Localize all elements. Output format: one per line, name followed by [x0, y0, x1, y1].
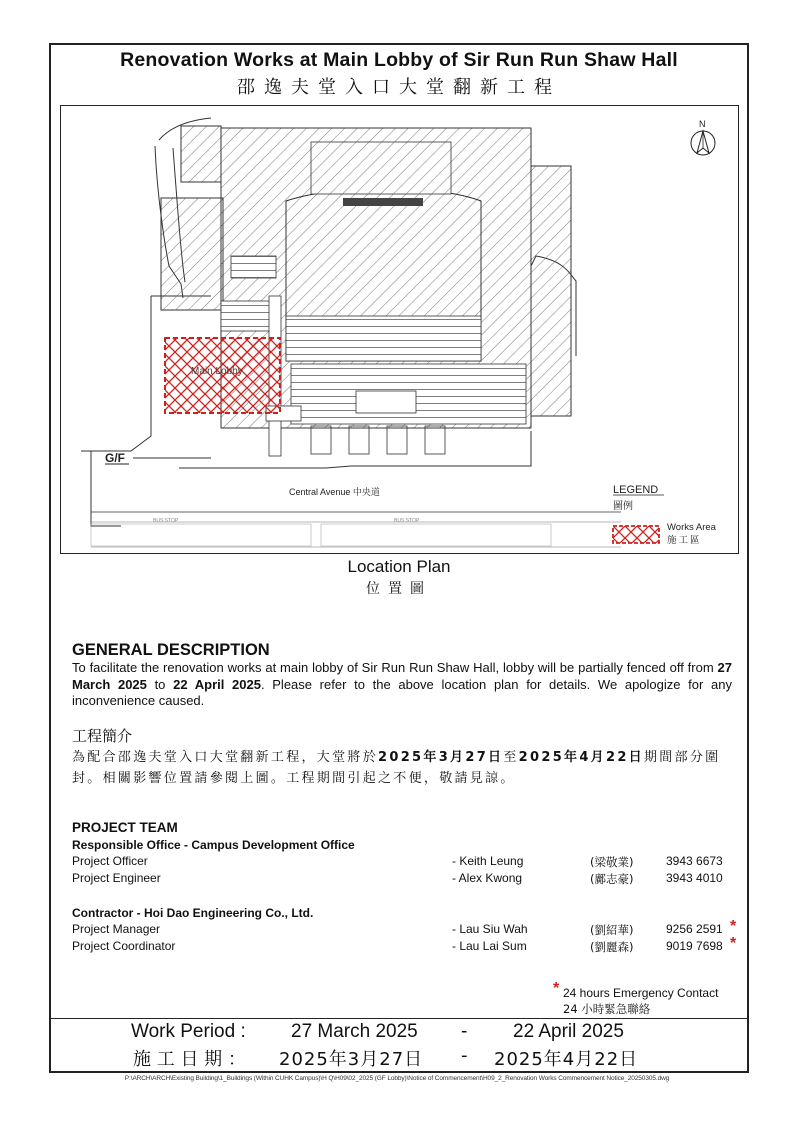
work-period-to: 22 April 2025 — [513, 1021, 624, 1042]
work-period-from-zh: 2025年3月27日 — [279, 1049, 424, 1070]
member-tel: 3943 4010 — [666, 871, 723, 885]
bus-stop-left: BUS STOP — [153, 518, 179, 524]
member-tel: 9256 2591 — [666, 922, 723, 936]
gd-text-2: to — [146, 676, 174, 692]
general-description-body-zh — [72, 747, 732, 789]
member-role: Project Engineer — [72, 871, 161, 885]
member-name-zh: (梁敬業) — [590, 855, 634, 869]
gd-text-1: To facilitate the renovation works at main lobby of Sir Run Run Shaw Hall, lobby will be partially fenced off from — [72, 660, 718, 675]
main-lobby-label: Main Lobby — [191, 366, 243, 377]
legend-swatch — [613, 526, 659, 543]
member-tel: 3943 6673 — [666, 854, 723, 868]
office-heading: Responsible Office - Campus Development Office — [72, 838, 355, 852]
work-period-from: 27 March 2025 — [291, 1021, 418, 1042]
file-path: P:\ARCH\ARCH\Existing Building\1_Buildings (Within CUHK Campus)\H Q\H09\02_2025 (GF Lobby)\Notice of Commencement\H09_2_Renovation Works Commencement Notice_20250305.dwg — [124, 1075, 670, 1082]
zh-date-to: 2025年4月22日 — [518, 750, 644, 765]
member-name: - Lau Siu Wah — [452, 922, 528, 936]
legend-item-en: Works Area — [667, 522, 716, 533]
location-plan-title-en: Location Plan — [347, 557, 451, 576]
work-period-label: Work Period : — [131, 1021, 246, 1042]
legend-title-zh: 圖例 — [613, 501, 633, 512]
location-plan-title-zh: 位置圖 — [366, 580, 432, 596]
member-name: - Keith Leung — [452, 854, 524, 868]
north-label: N — [699, 119, 706, 129]
zh-date-from: 2025年3月27日 — [378, 750, 504, 765]
emergency-contact-en: 24 hours Emergency Contact — [563, 986, 719, 1000]
emergency-star-icon: * — [730, 935, 737, 952]
project-team-title: PROJECT TEAM — [72, 820, 178, 835]
general-description-title: GENERAL DESCRIPTION — [72, 641, 270, 659]
zh-text-3: 期間部分圍封。相關影響位置請參閱上圖。工程期間引起之不便，敬請見諒。 — [72, 750, 721, 786]
member-name: - Alex Kwong — [452, 871, 523, 885]
work-period-label-zh: 施 工 日 期 ： — [133, 1049, 246, 1070]
zh-text-2: 至 — [503, 750, 519, 765]
team-row — [72, 854, 732, 870]
team-row — [72, 935, 737, 955]
work-period-dash-zh: - — [461, 1045, 468, 1066]
location-plan-map — [60, 105, 739, 554]
zh-text-1: 為配合邵逸夫堂入口大堂翻新工程，大堂將於 — [72, 750, 379, 765]
team-row — [72, 871, 732, 887]
title-en: Renovation Works at Main Lobby of Sir Run Run Shaw Hall — [120, 49, 678, 71]
contractor-heading: Contractor - Hoi Dao Engineering Co., Ltd. — [72, 906, 314, 920]
member-tel: 9019 7698 — [666, 939, 723, 953]
emergency-contact-zh: 24 小時緊急聯絡 — [563, 1002, 651, 1016]
member-name-zh: (鄺志豪) — [590, 872, 634, 886]
road-label: Central Avenue 中央道 — [289, 487, 380, 497]
floor-plan-drawing — [61, 106, 739, 554]
general-description-title-zh: 工程簡介 — [72, 727, 133, 745]
work-period-dash: - — [461, 1021, 468, 1042]
member-name-zh: (劉紹華) — [590, 923, 634, 937]
bus-stop-right: BUS STOP — [394, 518, 420, 524]
emergency-star-icon: * — [553, 980, 560, 997]
member-role: Project Officer — [72, 854, 148, 868]
floor-label: G/F — [105, 451, 125, 465]
gd-date-from: 27 March 2025 — [72, 660, 732, 692]
member-role: Project Coordinator — [72, 939, 176, 953]
work-period-to-zh: 2025年4月22日 — [494, 1049, 639, 1070]
title-zh: 邵逸夫堂入口大堂翻新工程 — [237, 77, 561, 98]
legend-title-en: LEGEND — [613, 484, 659, 496]
member-name: - Lau Lai Sum — [452, 939, 527, 953]
team-row — [72, 918, 737, 938]
work-period-divider — [51, 1018, 747, 1019]
general-description-body — [72, 660, 732, 710]
emergency-star-icon: * — [730, 918, 737, 935]
gd-text-3: . Please refer to the above location plan for details. We apologize for any inconvenience caused. — [72, 676, 732, 708]
legend-item-zh: 施工區 — [667, 535, 702, 546]
gd-date-to: 22 April 2025 — [173, 676, 261, 692]
member-role: Project Manager — [72, 922, 161, 936]
member-name-zh: (劉麗森) — [590, 940, 634, 954]
notice-frame — [49, 43, 749, 1073]
north-arrow-icon — [691, 131, 715, 155]
